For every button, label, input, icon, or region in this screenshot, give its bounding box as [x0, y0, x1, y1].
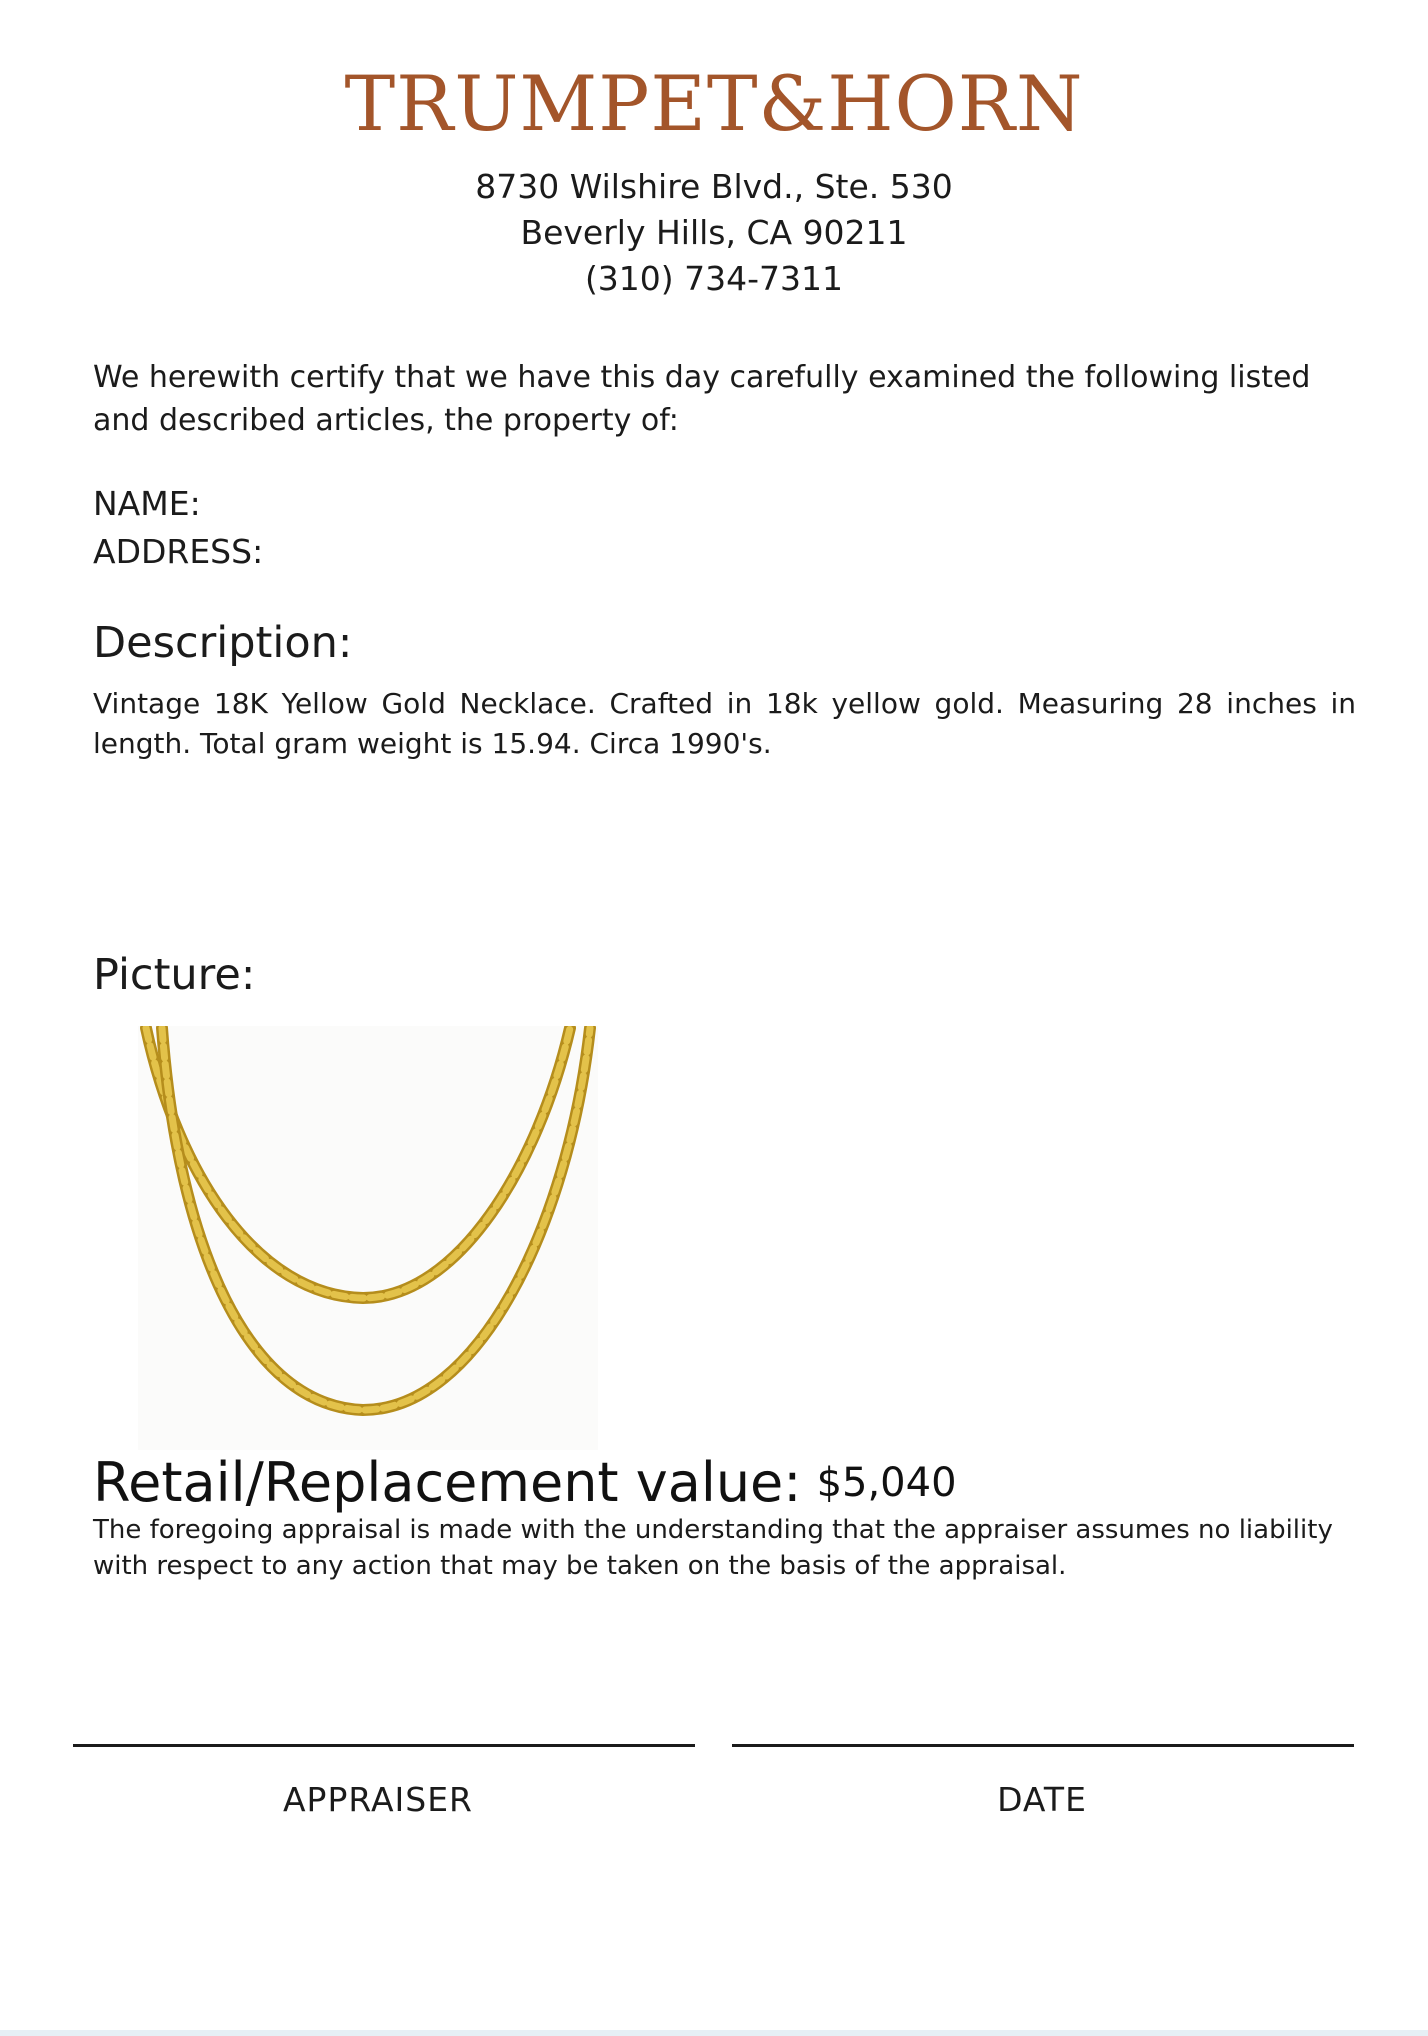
retail-value-amount: $5,040: [816, 1460, 957, 1506]
address-line-phone: (310) 734-7311: [584, 259, 844, 298]
retail-value-label: Retail/Replacement value:: [93, 1451, 802, 1514]
certification-statement: We herewith certify that we have this day carefully examined the following listed and described articles, the property of:: [93, 360, 1311, 438]
brand-logo: TRUMPET&HORN: [344, 59, 1084, 148]
necklace-photo: [138, 1026, 598, 1450]
appraisal-disclaimer: The foregoing appraisal is made with the understanding that the appraiser assumes no liability with respect to any action that may be taken on the basis of the appraisal.: [93, 1515, 1333, 1581]
description-text: Vintage 18K Yellow Gold Necklace. Crafted in 18k yellow gold. Measuring 28 inches in length. Total gram weight is 15.94. Circa 1990's.: [93, 687, 1356, 760]
date-signature-line: [732, 1744, 1354, 1747]
retail-value-row: [93, 1448, 957, 1518]
picture-heading: Picture:: [93, 950, 256, 1000]
address-line-city: Beverly Hills, CA 90211: [520, 213, 908, 252]
address-line-street: 8730 Wilshire Blvd., Ste. 530: [475, 167, 953, 206]
date-label: DATE: [997, 1780, 1087, 1819]
company-address: [0, 164, 1428, 302]
description-heading: Description:: [93, 618, 353, 668]
appraiser-signature-line: [73, 1744, 695, 1747]
address-field-label: ADDRESS:: [93, 532, 264, 571]
name-field-label: NAME:: [93, 484, 201, 523]
necklace-illustration: [138, 1026, 598, 1450]
appraiser-label: APPRAISER: [282, 1780, 473, 1819]
page-bottom-edge: [0, 2030, 1428, 2036]
